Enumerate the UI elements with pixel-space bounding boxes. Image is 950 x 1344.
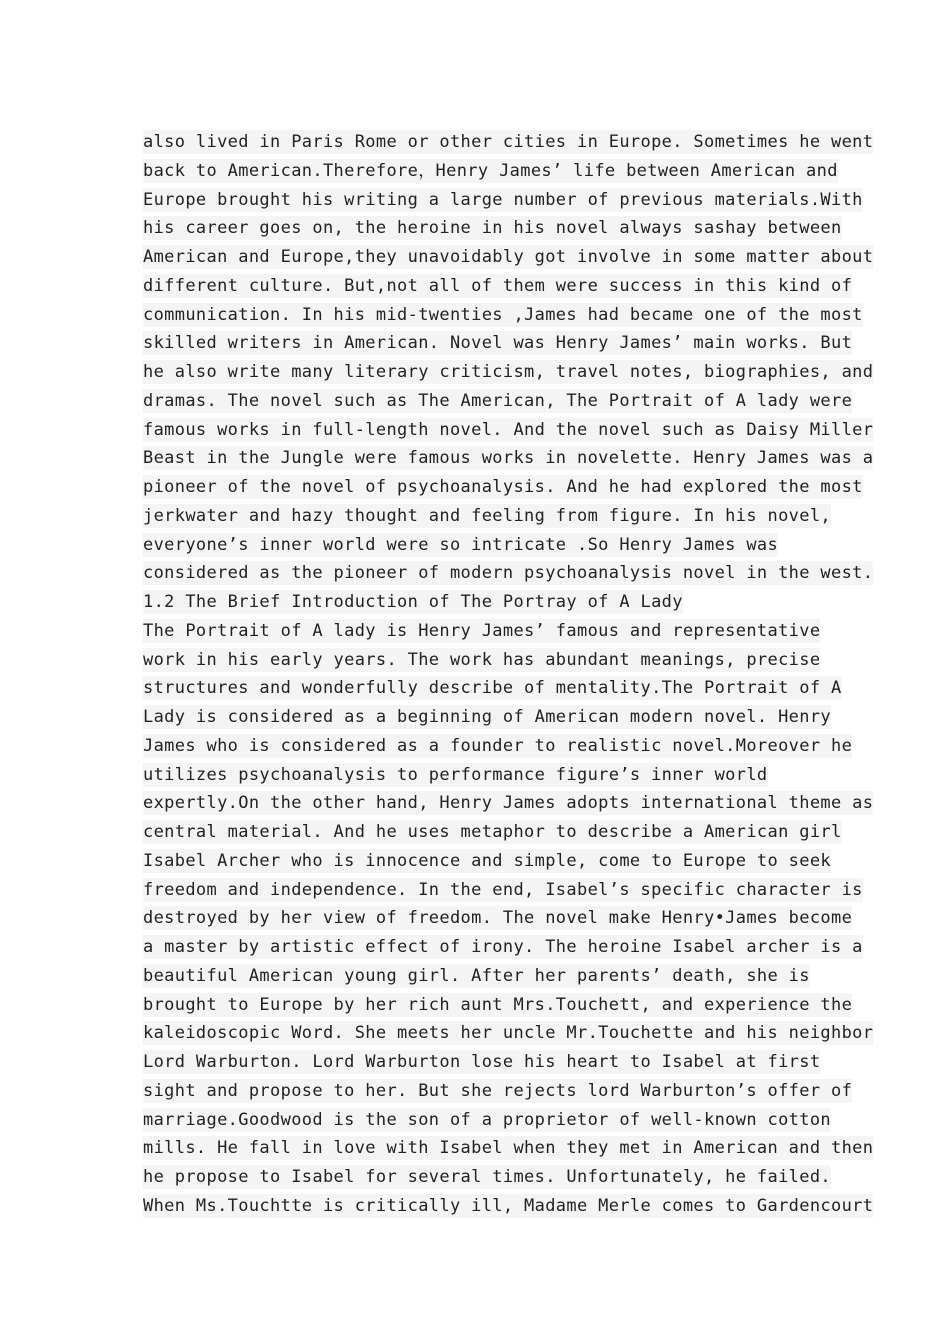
text-line: kaleidoscopic Word. She meets her uncle Mr.Touchette and his neighbor [143, 1023, 874, 1044]
text-line: The Portrait of A lady is Henry James’ famous and representative [143, 620, 821, 641]
section-heading: 1.2 The Brief Introduction of The Portray of A Lady [143, 592, 683, 612]
text-line: marriage.Goodwood is the son of a proprietor of well-known cotton [143, 1109, 832, 1130]
text-line: a master by artistic effect of irony. The heroine Isabel archer is a [143, 937, 863, 957]
text-line: central material. And he uses metaphor to describe a American girl [143, 822, 842, 842]
text-line: pioneer of the novel of psychoanalysis. And he had explored the most [143, 477, 863, 497]
text-line: considered as the pioneer of modern psychoanalysis novel in the west. [143, 563, 874, 584]
text-line: American and Europe,they unavoidably got involve in some matter about [143, 247, 874, 267]
body-text [143, 128, 874, 1221]
text-line: mills. He fall in love with Isabel when they met in American and then [143, 1138, 874, 1159]
text-line: communication. In his mid-twenties ,James had became one of the most [143, 304, 863, 325]
text-line: James who is considered as a founder to realistic novel.Moreover he [143, 735, 853, 756]
text-line: also lived in Paris Rome or other cities in Europe. Sometimes he went [143, 132, 874, 152]
text-line: expertly.On the other hand, Henry James adopts international theme as [143, 793, 874, 814]
text-line: utilizes psychoanalysis to performance figure’s inner world [143, 764, 768, 785]
text-line: Lord Warburton. Lord Warburton lose his heart to Isabel at first [143, 1052, 821, 1072]
text-line: beautiful American young girl. After her parents’ death, she is [143, 965, 810, 986]
text-line: When Ms.Touchtte is critically ill, Madame Merle comes to Gardencourt [143, 1195, 874, 1216]
text-line: different culture. But,not all of them were success in this kind of [143, 275, 853, 296]
text-line: Europe brought his writing a large number of previous materials.With [143, 189, 863, 210]
text-line: dramas. The novel such as The American, The Portrait of A lady were [143, 390, 853, 411]
text-line: famous works in full-length novel. And the novel such as Daisy Miller [143, 419, 874, 440]
text-line: work in his early years. The work has abundant meanings, precise [143, 649, 821, 670]
text-line: brought to Europe by her rich aunt Mrs.Touchett, and experience the [143, 994, 853, 1015]
text-line: Isabel Archer who is innocence and simple, come to Europe to seek [143, 850, 832, 871]
text-line: Beast in the Jungle were famous works in novelette. Henry James was a [143, 448, 874, 469]
text-line: structures and wonderfully describe of mentality.The Portrait of A [143, 678, 842, 699]
text-line: he propose to Isabel for several times. Unfortunately, he failed. [143, 1167, 832, 1187]
text-line: skilled writers in American. Novel was Henry James’ main works. But [143, 333, 853, 354]
text-line: back to American.Therefore，Henry James’ life between American and [143, 160, 838, 181]
text-line: everyone’s inner world were so intricate .So Henry James was [143, 534, 779, 555]
text-line: Lady is considered as a beginning of American modern novel. Henry [143, 707, 832, 727]
text-line: he also write many literary criticism, travel notes, biographies, and [143, 362, 874, 382]
text-line: his career goes on, the heroine in his novel always sashay between [143, 218, 842, 239]
text-line: freedom and independence. In the end, Isabel’s specific character is [143, 879, 863, 900]
text-line: jerkwater and hazy thought and feeling from figure. In his novel, [143, 505, 832, 526]
text-line: destroyed by her view of freedom. The novel make Henry•James become [143, 908, 853, 929]
text-line: sight and propose to her. But she rejects lord Warburton’s offer of [143, 1080, 853, 1101]
